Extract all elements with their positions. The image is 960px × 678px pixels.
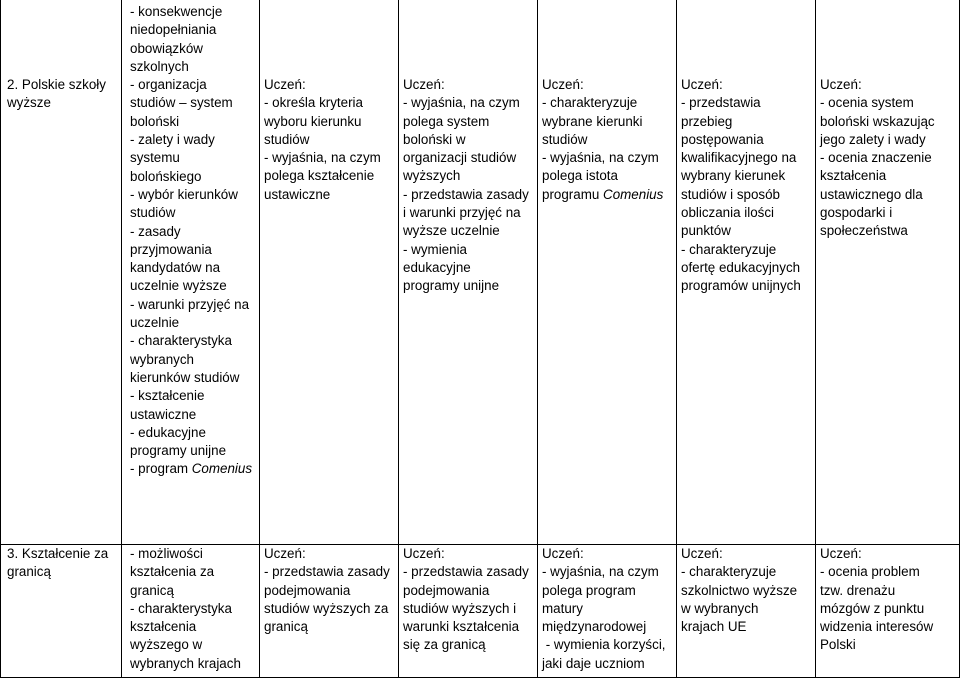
outcome-line: Uczeń:	[681, 77, 723, 92]
outcome-line: tzw. drenażu	[820, 582, 896, 598]
outcome-line: wybrany kierunek	[681, 168, 786, 184]
outcome-line: w wybranych	[681, 600, 759, 616]
outcome-line: międzynarodowej	[542, 619, 647, 635]
outcome-line: studiów wyższych i	[403, 600, 517, 616]
content-line	[130, 460, 255, 478]
outcome-line: przebieg	[681, 113, 733, 129]
outcome-line: boloński w	[403, 131, 466, 147]
outcome-line: Uczeń:	[264, 546, 306, 561]
content-line: kierunków studiów	[130, 369, 240, 385]
outcome-line: - przedstawia zasady	[264, 564, 390, 580]
outcome-cell	[260, 0, 399, 545]
outcome-line: polega program	[542, 582, 636, 598]
outcome-line: ofertę edukacyjnych	[681, 259, 801, 275]
content-line: boloński	[130, 113, 180, 129]
outcome-cell	[677, 545, 816, 678]
outcome-line: Uczeń:	[681, 546, 723, 561]
outcome-line: programów unijnych	[681, 278, 801, 294]
content-line: - edukacyjne	[130, 424, 206, 440]
outcome-line: społeczeństwa	[820, 223, 908, 239]
content-line: wybranych krajach	[130, 655, 241, 671]
outcome-line: - wyjaśnia, na czym	[403, 95, 520, 111]
outcome-line: programy unijne	[403, 278, 500, 294]
content-cell	[122, 545, 260, 678]
content-line: - wybór kierunków	[130, 186, 238, 202]
content-line: kandydatów na	[130, 260, 221, 276]
section-title-line: wyższe	[7, 95, 51, 111]
outcome-line: szkolnictwo wyższe	[681, 582, 798, 598]
content-line: - kształcenie	[130, 388, 205, 404]
content-line: programy unijne	[130, 443, 227, 459]
outcome-line: Uczeń:	[820, 546, 862, 561]
outcome-line: podejmowania	[403, 582, 490, 598]
outcome-line: - wyjaśnia, na czym	[542, 150, 659, 166]
outcome-line: - ocenia problem	[820, 564, 920, 580]
content-line: kształcenia za	[130, 564, 215, 580]
program-name: Comenius	[191, 461, 253, 477]
outcome-line: edukacyjne	[403, 259, 471, 275]
outcome-line	[542, 186, 672, 204]
section-title-line: granicą	[7, 564, 51, 580]
outcome-cell	[399, 0, 538, 545]
outcome-line: - przedstawia zasady	[403, 564, 529, 580]
content-line: wyższego w	[130, 637, 203, 653]
outcome-line: kwalifikacyjnego na	[681, 150, 797, 166]
outcome-line: - charakteryzuje	[542, 95, 638, 111]
table-row	[1, 0, 960, 545]
content-line: obowiązków	[130, 40, 203, 56]
outcome-line: polega system	[403, 113, 490, 129]
outcome-line: - przedstawia	[681, 95, 761, 111]
outcome-line: - przedstawia zasady	[403, 186, 529, 202]
outcome-line: studiów	[542, 131, 588, 147]
outcome-line: mózgów z punktu	[820, 600, 925, 616]
outcome-line: punktów	[681, 223, 731, 239]
outcome-line: polega istota	[542, 168, 618, 184]
outcome-line: widzenia interesów	[820, 619, 934, 635]
content-line: uczelnie wyższe	[130, 278, 227, 294]
content-line: - możliwości	[130, 546, 203, 561]
outcome-line: Uczeń:	[264, 77, 306, 92]
outcome-line: granicą	[264, 619, 308, 635]
outcome-line: studiów	[264, 131, 310, 147]
outcome-line: Uczeń:	[403, 546, 445, 561]
outcome-line: ustawiczne	[264, 186, 331, 202]
outcome-line: jego zalety i wady	[820, 131, 926, 147]
content-line: studiów – system	[130, 95, 233, 111]
content-line: wybranych	[130, 351, 195, 367]
content-line: szkolnych	[130, 58, 189, 74]
outcome-line: studiów i sposób	[681, 186, 780, 202]
outcome-line: ustawicznego dla	[820, 186, 923, 202]
outcome-line: matury	[542, 600, 583, 616]
content-line: - organizacja	[130, 77, 207, 93]
section-title-cell	[1, 545, 122, 678]
outcome-cell	[677, 0, 816, 545]
content-cell	[122, 0, 260, 545]
outcome-line: studiów wyższych za	[264, 600, 389, 616]
program-name: Comenius	[603, 186, 664, 202]
content-line: - zasady	[130, 223, 181, 239]
outcome-line: Uczeń:	[542, 77, 584, 92]
outcome-line: polega kształcenie	[264, 168, 375, 184]
outcome-line: - charakteryzuje	[681, 564, 777, 580]
section-title-line: 3. Kształcenie za	[7, 546, 109, 561]
outcome-line: - wyjaśnia, na czym	[264, 150, 381, 166]
outcome-line: - wymienia	[403, 241, 467, 257]
section-title-cell	[1, 0, 122, 545]
content-line: - charakterystyka	[130, 333, 232, 349]
outcome-line: się za granicą	[403, 637, 486, 653]
outcome-line-prefix: programu	[542, 186, 604, 202]
outcome-cell	[816, 545, 960, 678]
outcome-line: wyższych	[403, 168, 461, 184]
outcome-line: - wymienia korzyści,	[542, 637, 666, 653]
outcome-cell	[399, 545, 538, 678]
outcome-line: podejmowania	[264, 582, 351, 598]
outcome-line: boloński wskazując	[820, 113, 935, 129]
content-line: granicą	[130, 582, 174, 598]
content-line: bolońskiego	[130, 168, 202, 184]
content-line: studiów	[130, 205, 176, 221]
outcome-line: - charakteryzuje	[681, 241, 777, 257]
outcome-line: obliczania ilości	[681, 205, 775, 221]
outcome-line: wyboru kierunku	[264, 113, 362, 129]
outcome-cell	[816, 0, 960, 545]
outcome-line: krajach UE	[681, 619, 747, 635]
section-title-line: 2. Polskie szkoły	[7, 77, 106, 92]
outcome-line: - wyjaśnia, na czym	[542, 564, 659, 580]
outcome-line: warunki kształcenia	[403, 619, 520, 635]
outcome-line: wybrane kierunki	[542, 113, 643, 129]
content-line: - konsekwencje	[130, 4, 223, 19]
content-line: - charakterystyka	[130, 600, 232, 616]
content-line-prefix: - program	[130, 461, 192, 477]
outcome-line: - ocenia system	[820, 95, 914, 111]
outcome-line: Polski	[820, 637, 856, 653]
table-row	[1, 545, 960, 678]
outcome-line: wyższe uczelnie	[403, 223, 500, 239]
outcome-cell	[538, 0, 677, 545]
content-line: ustawiczne	[130, 406, 197, 422]
content-line: - zalety i wady	[130, 132, 215, 148]
outcome-line: kształcenia	[820, 168, 887, 184]
content-line: kształcenia	[130, 619, 197, 635]
outcome-line: - określa kryteria	[264, 95, 363, 111]
content-line: niedopełniania	[130, 22, 217, 38]
outcome-line: i warunki przyjęć na	[403, 205, 521, 221]
outcome-line: Uczeń:	[542, 546, 584, 561]
outcome-line: - ocenia znaczenie	[820, 150, 932, 166]
content-line: systemu	[130, 150, 180, 166]
content-line: uczelnie	[130, 315, 180, 331]
outcome-line: organizacji studiów	[403, 150, 517, 166]
outcome-line: gospodarki i	[820, 205, 893, 221]
content-line: przyjmowania	[130, 241, 212, 257]
content-line: - warunki przyjęć na	[130, 296, 250, 312]
outcome-line: Uczeń:	[403, 77, 445, 92]
outcome-cell	[260, 545, 399, 678]
outcome-line: Uczeń:	[820, 77, 862, 92]
outcome-line: postępowania	[681, 131, 764, 147]
outcome-cell	[538, 545, 677, 678]
outcome-line: jaki daje uczniom	[542, 655, 645, 671]
